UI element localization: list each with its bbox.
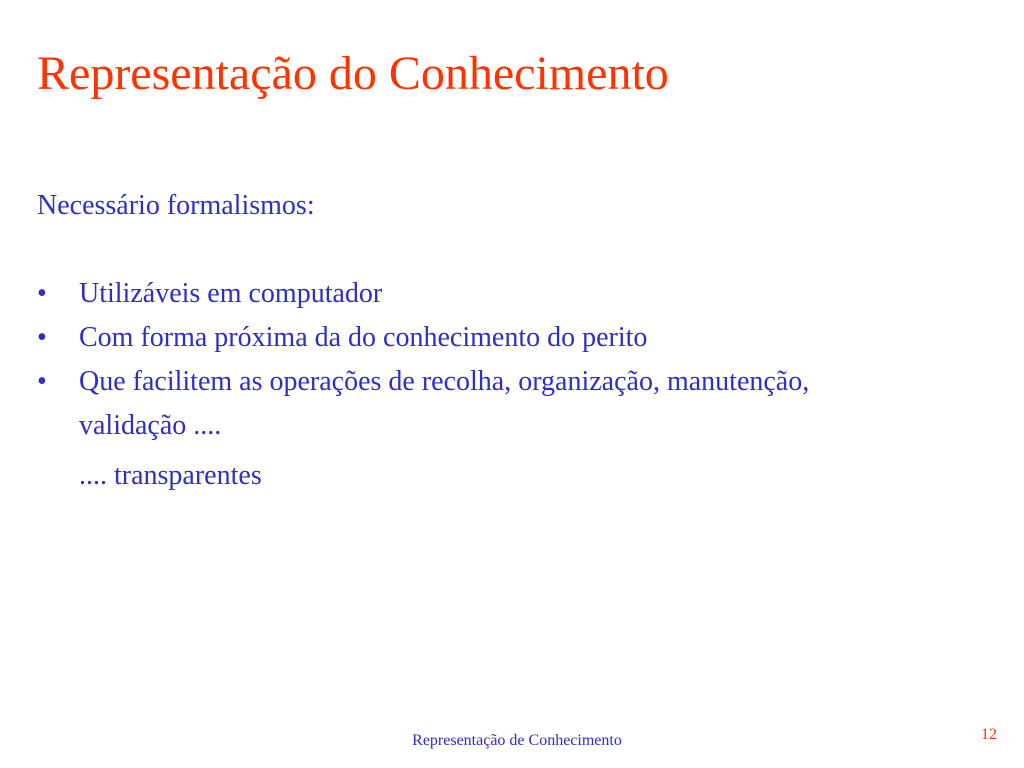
bullet-item-operations	[37, 360, 987, 448]
slide-body	[37, 184, 987, 504]
bullet-item-expert	[37, 316, 987, 360]
bullet-dot-icon: •	[37, 366, 47, 397]
footer-title: Representação de Conhecimento	[412, 732, 622, 749]
continuation-text: .... transparentes	[79, 460, 262, 491]
intro-text: Necessário formalismos:	[37, 190, 315, 221]
bullet-text-line-2: validação ....	[79, 410, 222, 441]
bullet-text-line-1: Que facilitem as operações de recolha, organização, manutenção,	[79, 366, 810, 397]
bullet-text: Utilizáveis em computador	[79, 278, 383, 309]
slide-title: Representação do Conhecimento	[37, 47, 669, 100]
page-number: 12	[981, 726, 997, 743]
bullet-list	[37, 272, 987, 448]
bullet-item-computer	[37, 272, 987, 316]
bullet-dot-icon: •	[37, 278, 47, 309]
bullet-text: Com forma próxima da do conhecimento do perito	[79, 322, 648, 353]
bullet-dot-icon: •	[37, 322, 47, 353]
